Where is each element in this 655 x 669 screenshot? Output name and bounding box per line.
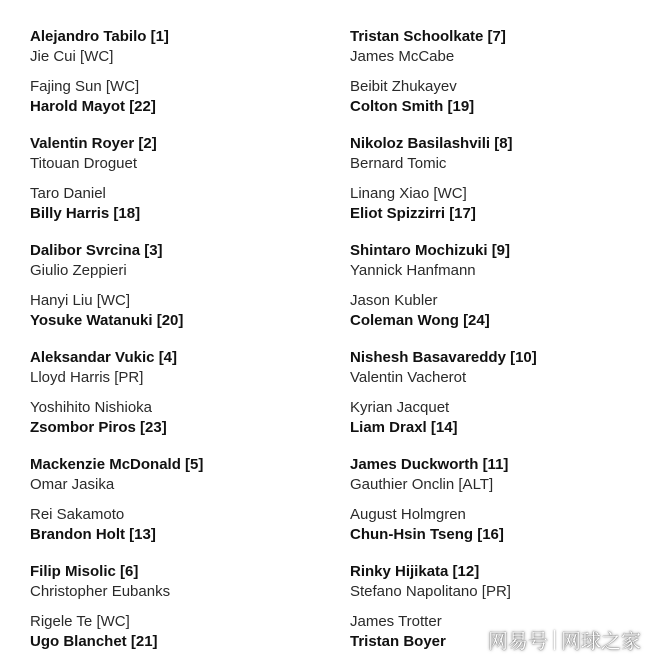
player-name: Jason Kubler (350, 292, 438, 309)
player-name: Brandon Holt (30, 526, 125, 543)
seeded-player (350, 241, 655, 261)
player-name: Giulio Zeppieri (30, 262, 127, 279)
match (350, 184, 655, 234)
opponent-player (350, 291, 655, 311)
draw-section (30, 27, 340, 134)
match (30, 241, 340, 291)
player-tag: [10] (510, 349, 537, 366)
player-tag: [17] (449, 205, 476, 222)
player-tag: [19] (447, 98, 475, 115)
seeded-player (350, 27, 655, 47)
opponent-player (30, 261, 340, 281)
opponent-player (350, 77, 655, 97)
match (30, 562, 340, 612)
seeded-player (350, 204, 655, 224)
match (30, 505, 340, 555)
opponent-player (30, 505, 340, 525)
player-tag: [8] (494, 135, 513, 152)
player-name: Linang Xiao (350, 185, 430, 202)
player-name: August Holmgren (350, 506, 466, 523)
match (350, 505, 655, 555)
player-name: Nikoloz Basilashvili (350, 135, 491, 152)
opponent-player (350, 398, 655, 418)
player-name: Ugo Blanchet (30, 633, 127, 650)
player-tag: [16] (477, 526, 504, 543)
player-tag: [20] (156, 312, 184, 329)
player-name: Rinky Hijikata (350, 563, 449, 580)
draw-section (350, 455, 655, 562)
match (350, 562, 655, 612)
player-name: Taro Daniel (30, 185, 106, 202)
match (30, 455, 340, 505)
seeded-player (30, 348, 340, 368)
player-tag: [PR] (481, 583, 511, 600)
player-name: Yosuke Watanuki (30, 312, 153, 329)
player-name: Zsombor Piros (30, 419, 136, 436)
player-tag: [11] (482, 456, 509, 473)
draw-section (350, 241, 655, 348)
seeded-player (350, 311, 655, 331)
player-tag: [WC] (80, 48, 114, 65)
seeded-player (30, 525, 340, 545)
seeded-player (30, 418, 340, 438)
draw-section (350, 348, 655, 455)
player-name: James McCabe (350, 48, 455, 65)
draw-section (30, 562, 340, 669)
match (30, 134, 340, 184)
seeded-player (30, 27, 340, 47)
opponent-player (350, 582, 655, 602)
opponent-player (30, 398, 340, 418)
match (30, 398, 340, 448)
player-tag: [24] (463, 312, 490, 329)
seeded-player (30, 311, 340, 331)
player-tag: [21] (130, 633, 158, 650)
player-name: Beibit Zhukayev (350, 78, 457, 95)
seeded-player (30, 632, 340, 652)
opponent-player (30, 612, 340, 632)
player-name: Billy Harris (30, 205, 110, 222)
player-name: Nishesh Basavareddy (350, 349, 506, 366)
player-name: Kyrian Jacquet (350, 399, 450, 416)
player-name: Dalibor Svrcina (30, 242, 141, 259)
seeded-player (30, 204, 340, 224)
opponent-player (30, 184, 340, 204)
opponent-player (350, 475, 655, 495)
player-name: Valentin Royer (30, 135, 135, 152)
opponent-player (350, 368, 655, 388)
player-tag: [5] (185, 456, 204, 473)
match (30, 348, 340, 398)
player-tag: [WC] (96, 292, 131, 309)
player-name: Bernard Tomic (350, 155, 447, 172)
opponent-player (30, 77, 340, 97)
player-name: Colton Smith (350, 98, 444, 115)
player-tag: [WC] (96, 613, 130, 630)
player-tag: [18] (113, 205, 141, 222)
player-tag: [2] (138, 135, 157, 152)
seeded-player (350, 455, 655, 475)
draw-column-left (30, 27, 340, 669)
draw-column-right (350, 27, 655, 669)
player-name: Lloyd Harris (30, 369, 111, 386)
player-name: Valentin Vacherot (350, 369, 467, 386)
match (350, 77, 655, 127)
seeded-player (30, 97, 340, 117)
match (30, 291, 340, 341)
player-name: Tristan Schoolkate (350, 28, 484, 45)
seeded-player (30, 562, 340, 582)
opponent-player (30, 154, 340, 174)
opponent-player (30, 475, 340, 495)
draw-section (30, 455, 340, 562)
player-tag: [23] (140, 419, 167, 436)
player-tag: [14] (430, 419, 458, 436)
player-name: Harold Mayot (30, 98, 126, 115)
player-name: Eliot Spizzirri (350, 205, 446, 222)
player-name: Rei Sakamoto (30, 506, 125, 523)
seeded-player (350, 134, 655, 154)
player-tag: [4] (158, 349, 178, 366)
opponent-player (350, 47, 655, 67)
player-tag: [22] (129, 98, 156, 115)
opponent-player (30, 582, 340, 602)
seeded-player (350, 97, 655, 117)
match (350, 241, 655, 291)
player-name: Liam Draxl (350, 419, 427, 436)
player-name: Filip Misolic (30, 563, 116, 580)
player-tag: [WC] (105, 78, 140, 95)
opponent-player (30, 368, 340, 388)
player-name: Stefano Napolitano (350, 583, 478, 600)
player-name: Coleman Wong (350, 312, 459, 329)
opponent-player (350, 261, 655, 281)
player-name: Gauthier Onclin (350, 476, 455, 493)
player-name: Hanyi Liu (30, 292, 93, 309)
player-name: Rigele Te (30, 613, 93, 630)
player-tag: [13] (129, 526, 156, 543)
player-tag: [ALT] (458, 476, 494, 493)
draw-section (30, 241, 340, 348)
player-name: Titouan Droguet (30, 155, 138, 172)
player-name: Chun-Hsin Tseng (350, 526, 474, 543)
opponent-player (350, 154, 655, 174)
match (30, 77, 340, 127)
draw-section (350, 27, 655, 134)
player-name: Tristan Boyer (350, 633, 446, 650)
match (350, 398, 655, 448)
opponent-player (350, 505, 655, 525)
seeded-player (30, 455, 340, 475)
watermark-brand: 网易号 (488, 629, 548, 653)
opponent-player (30, 291, 340, 311)
match (350, 134, 655, 184)
match (350, 291, 655, 341)
watermark-separator (554, 630, 555, 650)
player-name: Yannick Hanfmann (350, 262, 476, 279)
player-tag: [1] (150, 28, 169, 45)
opponent-player (350, 184, 655, 204)
match (30, 184, 340, 234)
match (350, 27, 655, 77)
watermark (488, 625, 641, 654)
player-name: Aleksandar Vukic (30, 349, 155, 366)
player-name: Fajing Sun (30, 78, 102, 95)
watermark-site: 网球之家 (561, 629, 641, 653)
player-name: James Duckworth (350, 456, 479, 473)
player-tag: [WC] (433, 185, 467, 202)
seeded-player (350, 562, 655, 582)
player-name: James Trotter (350, 613, 442, 630)
player-name: Alejandro Tabilo (30, 28, 147, 45)
match (30, 612, 340, 662)
draw-section (30, 134, 340, 241)
seeded-player (350, 525, 655, 545)
player-tag: [7] (487, 28, 506, 45)
match (350, 348, 655, 398)
player-name: Omar Jasika (30, 476, 115, 493)
seeded-player (30, 134, 340, 154)
player-name: Shintaro Mochizuki (350, 242, 488, 259)
seeded-player (30, 241, 340, 261)
player-tag: [6] (120, 563, 139, 580)
player-name: Mackenzie McDonald (30, 456, 181, 473)
draw-section (350, 134, 655, 241)
player-tag: [PR] (114, 369, 144, 386)
draw-section (30, 348, 340, 455)
match (30, 27, 340, 77)
seeded-player (350, 418, 655, 438)
seeded-player (350, 348, 655, 368)
match (350, 455, 655, 505)
player-tag: [12] (452, 563, 480, 580)
player-tag: [9] (491, 242, 511, 259)
player-name: Jie Cui (30, 48, 76, 65)
opponent-player (30, 47, 340, 67)
player-name: Christopher Eubanks (30, 583, 171, 600)
player-name: Yoshihito Nishioka (30, 399, 153, 416)
player-tag: [3] (144, 242, 163, 259)
